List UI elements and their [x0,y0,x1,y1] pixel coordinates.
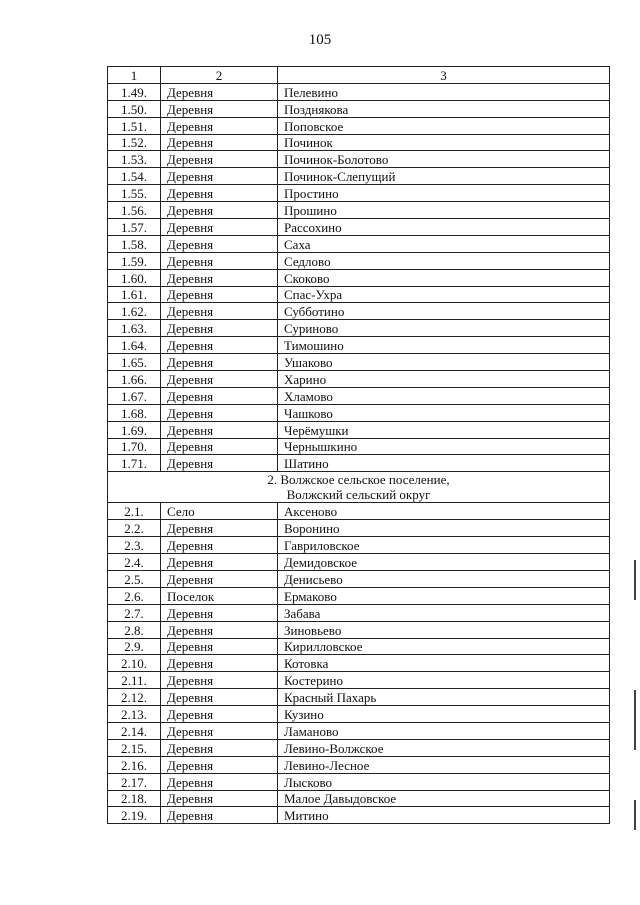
row-name: Ушаково [278,354,610,371]
row-name: Харино [278,371,610,388]
row-number: 2.17. [108,773,161,790]
section-title-line-2: Волжский сельский округ [286,487,431,503]
row-name: Суриново [278,320,610,337]
row-number: 1.69. [108,421,161,438]
page-number: 105 [308,32,332,48]
table-row [108,773,610,790]
row-name: Ермаково [278,587,610,604]
section-header-row [108,472,610,503]
table-row [108,100,610,117]
row-number: 2.1. [108,503,161,520]
row-number: 1.63. [108,320,161,337]
row-number: 2.4. [108,554,161,571]
row-number: 1.59. [108,252,161,269]
table-row [108,320,610,337]
table-row [108,722,610,739]
table-row [108,537,610,554]
row-number: 1.55. [108,185,161,202]
table-row [108,638,610,655]
row-name: Чашково [278,404,610,421]
table-row [108,219,610,236]
row-type: Деревня [161,354,278,371]
row-name: Спас-Ухра [278,286,610,303]
table-header-row [108,67,610,84]
row-number: 2.3. [108,537,161,554]
table-row [108,269,610,286]
table-row [108,235,610,252]
row-type: Деревня [161,520,278,537]
row-type: Деревня [161,168,278,185]
row-name: Левино-Волжское [278,739,610,756]
row-number: 2.13. [108,706,161,723]
row-name: Гавриловское [278,537,610,554]
row-type: Деревня [161,337,278,354]
row-name: Рассохино [278,219,610,236]
row-name: Ламаново [278,722,610,739]
row-type: Деревня [161,621,278,638]
row-number: 1.60. [108,269,161,286]
row-name: Аксеново [278,503,610,520]
row-name: Красный Пахарь [278,689,610,706]
row-type: Деревня [161,554,278,571]
row-number: 1.54. [108,168,161,185]
row-type: Деревня [161,134,278,151]
row-type: Деревня [161,269,278,286]
row-type: Поселок [161,587,278,604]
table-row [108,604,610,621]
row-number: 1.65. [108,354,161,371]
table-row [108,672,610,689]
row-name: Кузино [278,706,610,723]
table-row [108,168,610,185]
row-type: Деревня [161,320,278,337]
row-number: 2.6. [108,587,161,604]
table-row [108,286,610,303]
row-number: 1.49. [108,83,161,100]
table-row [108,655,610,672]
row-type: Деревня [161,303,278,320]
row-number: 2.15. [108,739,161,756]
row-name: Левино-Лесное [278,756,610,773]
row-number: 1.57. [108,219,161,236]
row-number: 2.16. [108,756,161,773]
row-type: Деревня [161,117,278,134]
row-type: Деревня [161,655,278,672]
row-number: 1.61. [108,286,161,303]
table-row [108,706,610,723]
row-name: Зиновьево [278,621,610,638]
row-name: Поповское [278,117,610,134]
row-number: 1.51. [108,117,161,134]
row-type: Деревня [161,739,278,756]
row-number: 2.14. [108,722,161,739]
row-name: Субботино [278,303,610,320]
row-number: 2.11. [108,672,161,689]
row-type: Деревня [161,604,278,621]
row-number: 1.66. [108,371,161,388]
row-name: Забава [278,604,610,621]
table-row [108,354,610,371]
row-name: Малое Давыдовское [278,790,610,807]
row-name: Прошино [278,202,610,219]
header-col-2: 2 [161,67,278,84]
row-number: 2.10. [108,655,161,672]
row-name: Чернышкино [278,438,610,455]
table-row [108,303,610,320]
table-row [108,689,610,706]
row-type: Деревня [161,404,278,421]
row-type: Деревня [161,421,278,438]
row-number: 1.62. [108,303,161,320]
row-number: 1.67. [108,387,161,404]
row-name: Демидовское [278,554,610,571]
table-row [108,554,610,571]
table-row [108,570,610,587]
section-title [108,472,610,503]
row-number: 2.9. [108,638,161,655]
row-number: 2.5. [108,570,161,587]
row-number: 1.64. [108,337,161,354]
table-row [108,252,610,269]
row-name: Починок [278,134,610,151]
row-type: Деревня [161,438,278,455]
row-type: Деревня [161,151,278,168]
row-type: Деревня [161,83,278,100]
row-number: 1.71. [108,455,161,472]
row-name: Митино [278,807,610,824]
row-name: Простино [278,185,610,202]
row-number: 1.50. [108,100,161,117]
row-type: Деревня [161,807,278,824]
row-type: Село [161,503,278,520]
scan-artifact [634,800,636,830]
table-row [108,337,610,354]
row-number: 1.58. [108,235,161,252]
table-row [108,455,610,472]
settlements-table [107,66,610,824]
row-type: Деревня [161,455,278,472]
scan-artifact [634,690,636,750]
table-row [108,739,610,756]
row-type: Деревня [161,773,278,790]
table-row [108,621,610,638]
table-row [108,404,610,421]
row-name: Пелевино [278,83,610,100]
row-type: Деревня [161,706,278,723]
table-row [108,83,610,100]
table-row [108,185,610,202]
table-row [108,438,610,455]
row-name: Саха [278,235,610,252]
row-name: Черёмушки [278,421,610,438]
row-type: Деревня [161,790,278,807]
row-type: Деревня [161,570,278,587]
table-row [108,117,610,134]
table-row [108,421,610,438]
row-name: Костерино [278,672,610,689]
row-name: Котовка [278,655,610,672]
row-number: 1.70. [108,438,161,455]
row-name: Денисьево [278,570,610,587]
row-type: Деревня [161,185,278,202]
table-row [108,371,610,388]
row-type: Деревня [161,387,278,404]
row-type: Деревня [161,235,278,252]
row-number: 2.12. [108,689,161,706]
row-type: Деревня [161,286,278,303]
section-title-line-1: 2. Волжское сельское поселение, [267,472,450,488]
row-name: Кирилловское [278,638,610,655]
row-type: Деревня [161,202,278,219]
row-number: 2.18. [108,790,161,807]
row-number: 2.19. [108,807,161,824]
row-number: 1.53. [108,151,161,168]
table-row [108,202,610,219]
table-row [108,387,610,404]
row-type: Деревня [161,689,278,706]
row-name: Хламово [278,387,610,404]
row-name: Починок-Слепущий [278,168,610,185]
row-name: Седлово [278,252,610,269]
header-col-1: 1 [108,67,161,84]
row-type: Деревня [161,722,278,739]
row-number: 1.56. [108,202,161,219]
row-type: Деревня [161,252,278,269]
row-name: Позднякова [278,100,610,117]
row-type: Деревня [161,100,278,117]
row-name: Шатино [278,455,610,472]
table-row [108,587,610,604]
header-col-3: 3 [278,67,610,84]
scan-artifact [634,560,636,600]
table-row [108,134,610,151]
row-type: Деревня [161,537,278,554]
row-type: Деревня [161,638,278,655]
table-row [108,756,610,773]
row-type: Деревня [161,371,278,388]
table-row [108,151,610,168]
row-name: Воронино [278,520,610,537]
row-number: 1.68. [108,404,161,421]
row-name: Лысково [278,773,610,790]
row-name: Тимошино [278,337,610,354]
table-row [108,790,610,807]
row-type: Деревня [161,219,278,236]
row-type: Деревня [161,672,278,689]
row-number: 2.7. [108,604,161,621]
row-name: Починок-Болотово [278,151,610,168]
row-number: 2.2. [108,520,161,537]
row-name: Скоково [278,269,610,286]
table-row [108,807,610,824]
row-type: Деревня [161,756,278,773]
row-number: 1.52. [108,134,161,151]
table-row [108,520,610,537]
table-row [108,503,610,520]
row-number: 2.8. [108,621,161,638]
